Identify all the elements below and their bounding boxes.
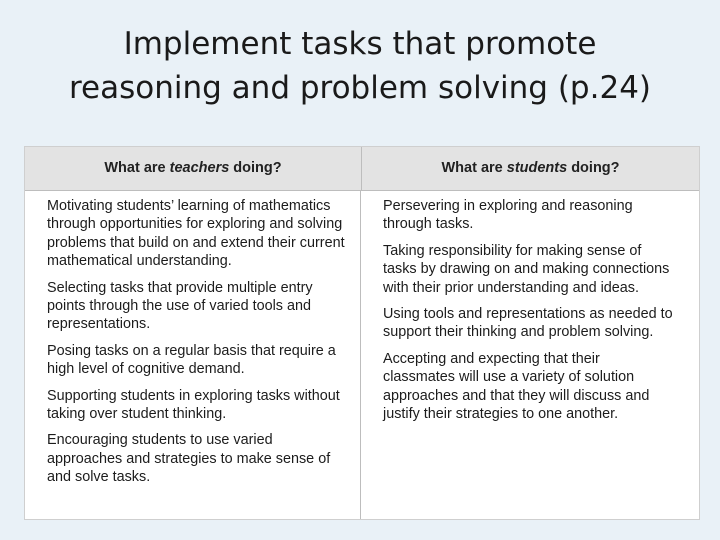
teacher-action-item: Motivating students’ learning of mathematics through opportunities for exploring and solving problems that build on and extend their current mathematical understanding. [47,198,345,270]
teachers-column [25,191,361,519]
header-text: doing? [229,160,282,176]
students-column [361,191,699,519]
header-emphasis: teachers [169,160,230,176]
teacher-action-item: Selecting tasks that provide multiple entry points through the use of varied tools and representations. [47,279,313,333]
student-action-item: Persevering in exploring and reasoning through tasks. [383,198,633,233]
practices-table [24,146,700,520]
student-action-item: Using tools and representations as needed to support their thinking and problem solving. [383,306,673,341]
table-header-row [25,147,699,191]
table-body-row [25,191,699,519]
teacher-action-item: Posing tasks on a regular basis that require a high level of cognitive demand. [47,342,336,378]
header-text: What are [441,160,507,176]
slide-title-line-2: reasoning and problem solving (p.24) [68,70,652,106]
student-action-item: Taking responsibility for making sense of tasks by drawing on and making connections with their prior understanding and ideas. [383,242,670,296]
student-action-item: Accepting and expecting that their classmates will use a variety of solution approaches and that they will discuss and justify their strategies to one another. [383,350,650,423]
teachers-column-header [25,147,362,190]
slide-title-line-1: Implement tasks that promote [123,26,597,62]
header-text: doing? [567,160,620,176]
teacher-action-item: Supporting students in exploring tasks without taking over student thinking. [47,387,340,423]
header-text: What are [104,160,170,176]
header-emphasis: students [506,160,568,176]
students-column-header [362,147,699,190]
teacher-action-item: Encouraging students to use varied approaches and strategies to make sense of and solve tasks. [47,432,331,486]
slide-title [0,22,720,110]
